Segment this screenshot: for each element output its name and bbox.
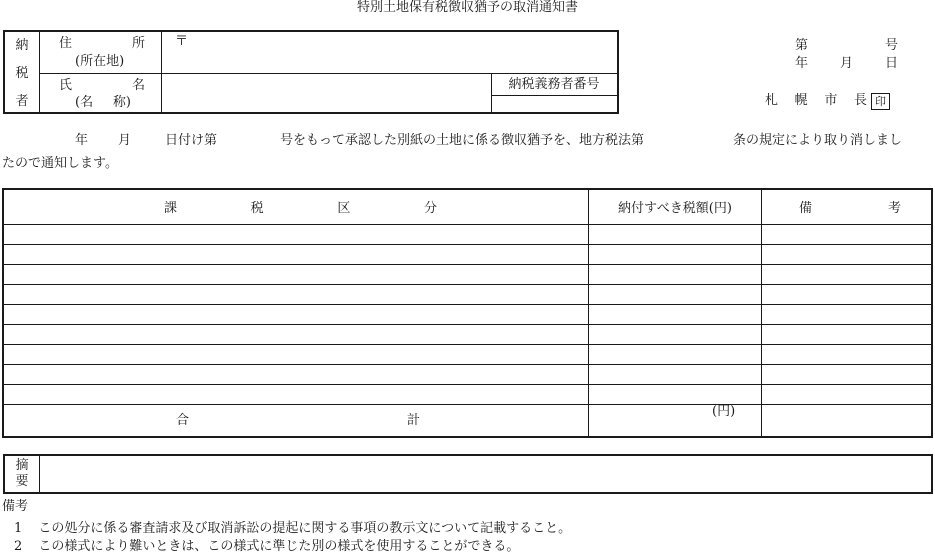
table-body [4, 190, 931, 436]
name-field[interactable] [163, 75, 489, 111]
total-amount-field[interactable] [591, 404, 759, 434]
taxpayer-group-label-char: 者 [15, 94, 29, 109]
amount-cell[interactable] [591, 225, 759, 244]
divider [39, 73, 617, 74]
issuer-char: 幌 [794, 93, 808, 108]
note-number: 2 [14, 539, 23, 554]
address-label [59, 35, 145, 53]
note-number: 1 [14, 521, 23, 536]
amount-cell[interactable] [591, 345, 759, 364]
total-remarks-field[interactable] [764, 404, 929, 434]
total-label [176, 412, 420, 430]
taxpayer-group-label-char: 納 [15, 38, 29, 53]
issuer-char: 札 [765, 93, 779, 108]
category-cell[interactable] [6, 265, 586, 284]
category-cell[interactable] [6, 225, 586, 244]
amount-cell[interactable] [591, 265, 759, 284]
table-row [4, 385, 931, 404]
name-sub-label-char: 称) [112, 95, 131, 110]
header-amount: 納付すべき税額(円) [618, 201, 732, 216]
date-month: 月 [839, 56, 853, 71]
address-label-char: 住 [59, 36, 73, 51]
issuer [765, 92, 905, 110]
note-text: この様式により難いときは、この様式に準じた別の様式を使用することができる。 [38, 539, 520, 554]
taxpayer-group-label-char: 税 [15, 66, 29, 81]
address-sub-label: (所在地) [75, 54, 125, 69]
note-item [14, 519, 571, 539]
number-suffix: 号 [884, 38, 898, 53]
table-row [4, 245, 931, 264]
remarks-cell[interactable] [764, 245, 929, 264]
amount-cell[interactable] [591, 285, 759, 304]
table-row [4, 305, 931, 324]
summary-box [3, 454, 933, 494]
divider [39, 456, 40, 492]
category-cell[interactable] [6, 365, 586, 384]
header-category-char: 区 [337, 201, 351, 216]
category-cell[interactable] [6, 385, 586, 404]
divider [161, 32, 162, 112]
summary-label [5, 458, 39, 490]
header-category-char: 課 [164, 201, 178, 216]
name-sub-label [75, 95, 131, 111]
table-row [4, 345, 931, 364]
amount-cell[interactable] [591, 305, 759, 324]
taxpayer-group-label [5, 32, 39, 112]
note-text: この処分に係る審査請求及び取消訴訟の提起に関する事項の教示文について記載すること。 [38, 521, 572, 536]
remarks-cell[interactable] [764, 285, 929, 304]
notice-month: 月 [118, 133, 132, 148]
name-label-char: 名 [131, 78, 145, 93]
notes-heading: 備考 [2, 499, 29, 514]
category-cell[interactable] [6, 245, 586, 264]
date-year: 年 [795, 56, 809, 71]
document-date [795, 55, 898, 73]
amount-cell[interactable] [591, 245, 759, 264]
seal-mark: 印 [871, 93, 890, 110]
amount-cell[interactable] [591, 365, 759, 384]
category-cell[interactable] [6, 305, 586, 324]
address-label-char: 所 [131, 36, 145, 51]
total-label-char: 合 [176, 413, 190, 428]
header-category-char: 税 [250, 201, 264, 216]
notice-approval-text: 号をもって承認した別紙の土地に係る徴収猶予を、地方税法第 [280, 133, 645, 148]
header-category-char: 分 [423, 201, 437, 216]
table-row [4, 285, 931, 304]
issuer-char: 長 [853, 93, 867, 108]
remarks-cell[interactable] [764, 345, 929, 364]
total-label-char: 計 [406, 413, 420, 428]
taxpayer-number-label: 納税義務者番号 [508, 77, 600, 92]
category-cell[interactable] [6, 345, 586, 364]
remarks-cell[interactable] [764, 265, 929, 284]
name-label [59, 78, 145, 94]
name-label-char: 氏 [59, 78, 73, 93]
category-cell[interactable] [6, 325, 586, 344]
notice-article-text: 条の規定により取り消しまし [733, 133, 903, 148]
remarks-cell[interactable] [764, 325, 929, 344]
address-field[interactable] [195, 34, 615, 70]
category-cell[interactable] [6, 285, 586, 304]
notice-year: 年 [75, 133, 89, 148]
summary-label-char: 摘 [15, 458, 29, 473]
table-row [4, 225, 931, 244]
amount-cell[interactable] [591, 325, 759, 344]
note-item [14, 537, 519, 557]
total-unit: (円) [712, 404, 736, 419]
notice-date-no: 日付け第 [165, 133, 218, 148]
summary-label-char: 要 [15, 474, 29, 489]
name-sub-label-char: (名 [75, 95, 94, 110]
form-title: 特別土地保有税徴収猶予の取消通知書 [356, 0, 578, 15]
number-prefix: 第 [795, 38, 809, 53]
tax-table [2, 188, 933, 438]
table-row [4, 265, 931, 284]
remarks-cell[interactable] [764, 365, 929, 384]
date-day: 日 [884, 56, 898, 71]
header-remarks-char: 考 [887, 201, 901, 216]
notice-line-2: たので通知します。 [2, 156, 118, 171]
table-row [4, 365, 931, 384]
document-number [795, 37, 898, 55]
divider [39, 32, 40, 112]
issuer-char: 市 [824, 93, 838, 108]
remarks-cell[interactable] [764, 385, 929, 404]
summary-field[interactable] [42, 458, 928, 490]
remarks-cell[interactable] [764, 305, 929, 324]
header-remarks-char: 備 [799, 201, 813, 216]
taxpayer-number-field[interactable] [493, 96, 615, 111]
amount-cell[interactable] [591, 385, 759, 404]
taxpayer-box [3, 30, 619, 114]
table-row [4, 325, 931, 344]
remarks-cell[interactable] [764, 225, 929, 244]
postal-mark: 〒 [175, 34, 189, 49]
